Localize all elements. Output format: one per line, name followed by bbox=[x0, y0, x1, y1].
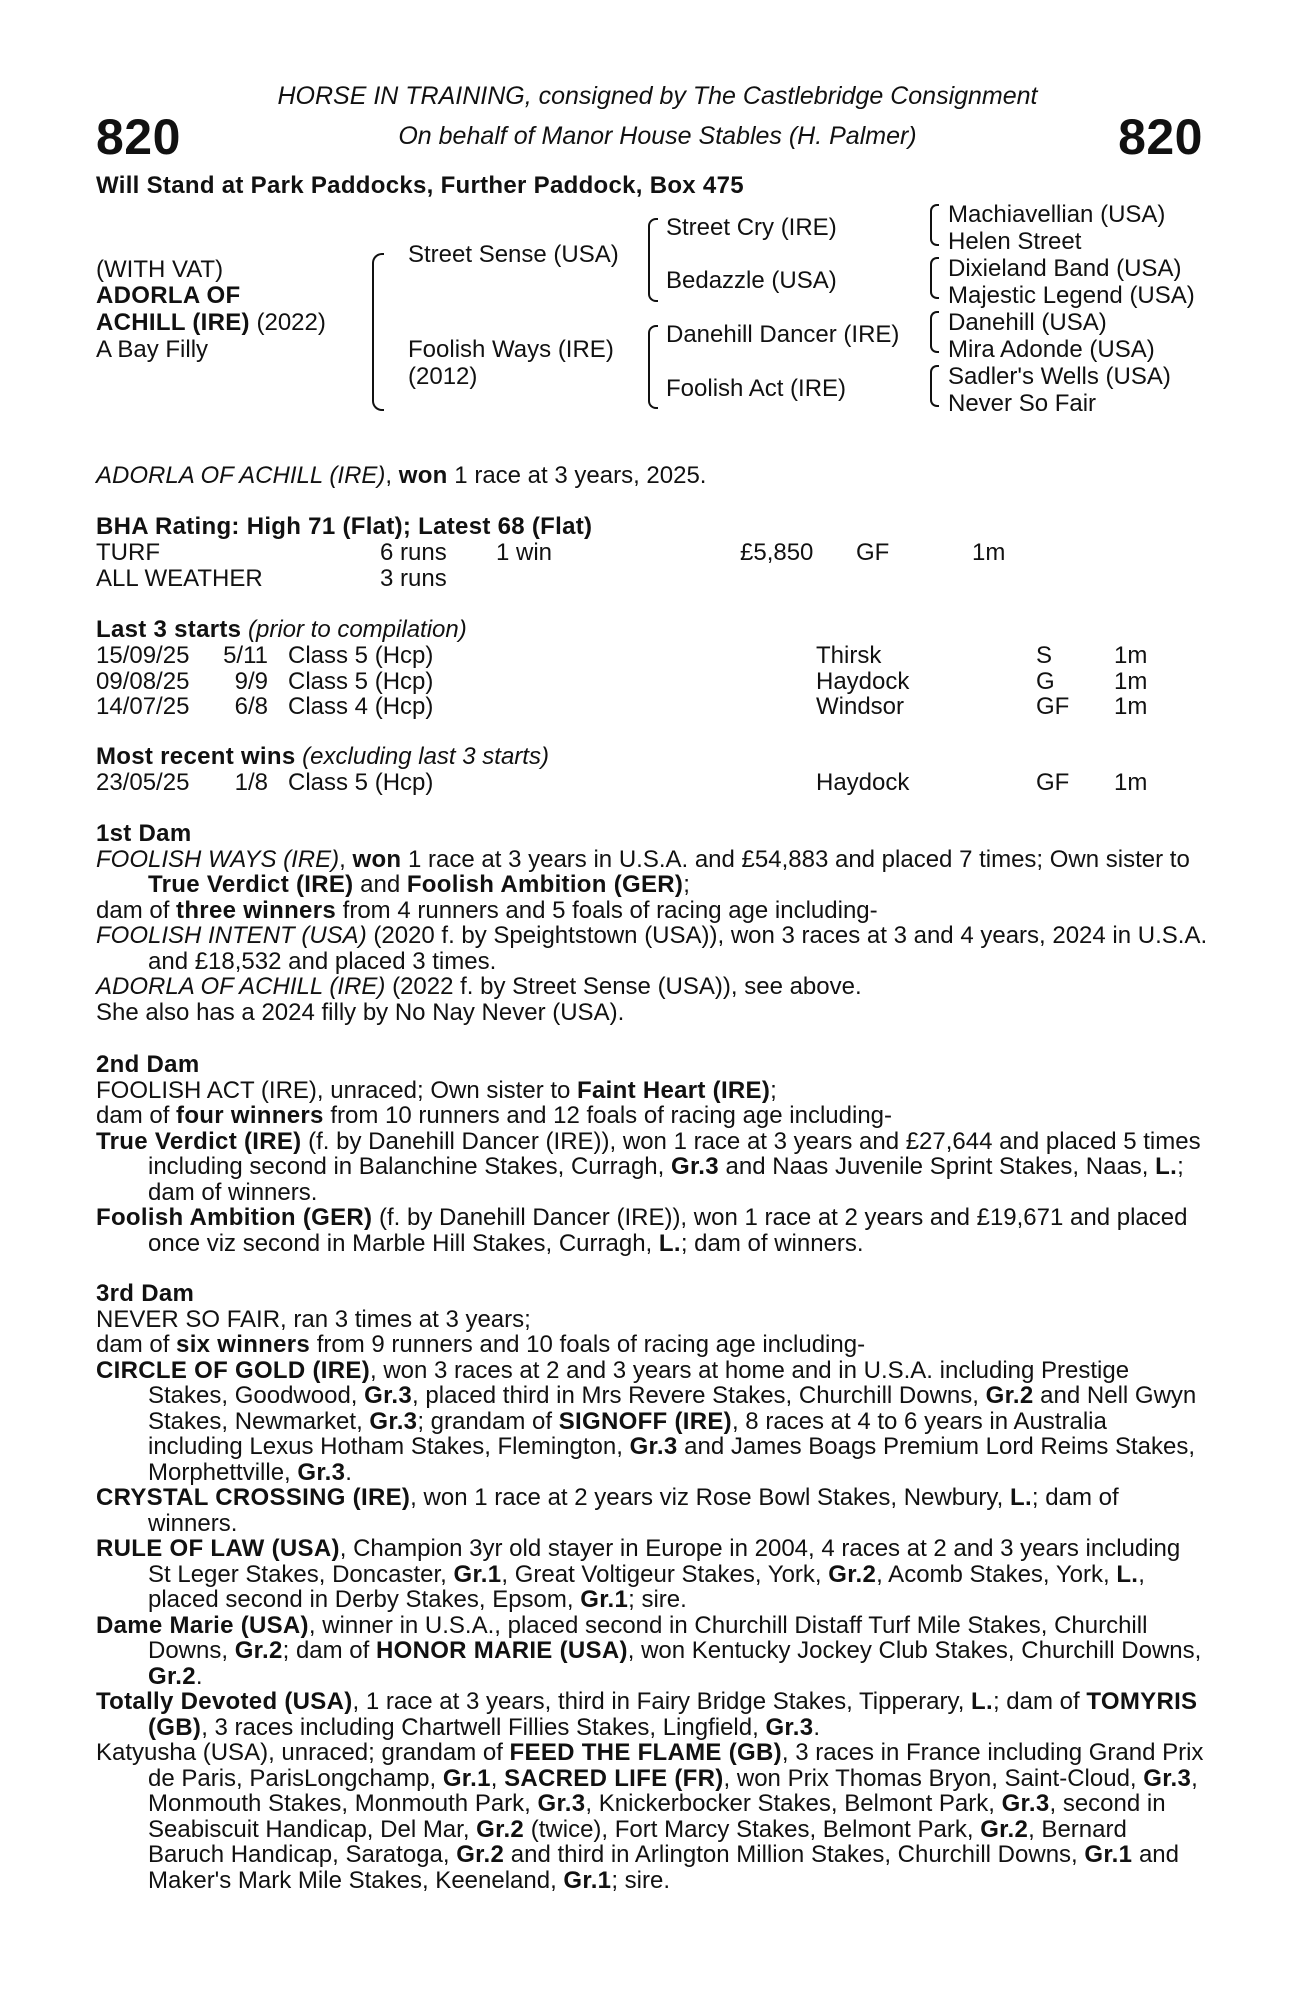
cell-course: Thirsk bbox=[816, 642, 882, 669]
stand-location: Will Stand at Park Paddocks, Further Paddock, Box 475 bbox=[96, 172, 744, 199]
cell-date: 14/07/25 bbox=[96, 693, 190, 720]
ancestor-g4: Majestic Legend (USA) bbox=[948, 282, 1195, 309]
bha-rating: BHA Rating: High 71 (Flat); Latest 68 (Flat) bbox=[96, 513, 593, 540]
cell-course: Windsor bbox=[816, 693, 905, 720]
second-dam-title: 2nd Dam bbox=[96, 1051, 200, 1078]
cell-pos: 9/9 bbox=[234, 667, 268, 695]
second-dam-section bbox=[96, 1052, 1208, 1256]
horse-year: (2022) bbox=[249, 309, 326, 336]
ancestor-g7: Sadler's Wells (USA) bbox=[948, 363, 1171, 390]
table-row bbox=[96, 669, 1216, 695]
aw-label: ALL WEATHER bbox=[96, 565, 263, 592]
first-dam-title: 1st Dam bbox=[96, 820, 192, 847]
cell-class: Class 5 (Hcp) bbox=[288, 667, 434, 695]
horse-name-line1: ADORLA OF bbox=[96, 282, 241, 309]
first-dam-foal2: ADORLA OF ACHILL (IRE) (2022 f. by Street Sense (USA)), see above. bbox=[96, 973, 862, 1000]
second-dam-foal1: True Verdict (IRE) (f. by Danehill Dancer (IRE)), won 1 race at 3 years and £27,644 and placed 5 times including second in Balanchine Stakes, Curragh, Gr.3 and Naas Juvenile Sprint Stakes, Naas, L.; dam of winners. bbox=[96, 1127, 1201, 1206]
cell-going: S bbox=[1036, 642, 1053, 669]
cell-date: 15/09/25 bbox=[96, 642, 190, 669]
pedigree-brace-g2 bbox=[930, 257, 939, 299]
cell-going: G bbox=[1036, 667, 1055, 695]
sire-sire: Street Cry (IRE) bbox=[666, 214, 837, 241]
cell-class: Class 5 (Hcp) bbox=[288, 769, 434, 796]
turf-wins: 1 win bbox=[496, 539, 553, 566]
cell-pos: 5/11 bbox=[223, 642, 268, 669]
cell-class: Class 5 (Hcp) bbox=[288, 642, 434, 669]
second-dam-para1: FOOLISH ACT (IRE), unraced; Own sister to Faint Heart (IRE); bbox=[96, 1076, 777, 1104]
dam-sire: Danehill Dancer (IRE) bbox=[666, 321, 900, 348]
third-dam-grandfoal3: Totally Devoted (USA), 1 race at 3 years, third in Fairy Bridge Stakes, Tipperary, L.; dam of TOMYRIS (GB), 3 races including Chartwell Fillies Stakes, Lingfield, Gr.3. bbox=[96, 1688, 1198, 1741]
third-dam-grandfoal1: RULE OF LAW (USA), Champion 3yr old stayer in Europe in 2004, 4 races at 2 and 3 years including St Leger Stakes, Doncaster, Gr.1, Great Voltigeur Stakes, York, Gr.2, Acomb Stakes, York, L., placed second in Derby Stakes, Epsom, Gr.1; sire. bbox=[96, 1535, 1181, 1613]
third-dam-section bbox=[96, 1281, 1208, 1893]
horse-name-line2-row bbox=[96, 310, 326, 336]
first-dam-foal1: FOOLISH INTENT (USA) (2020 f. by Speightstown (USA)), won 3 races at 3 and 4 years, 2024 in U.S.A. and £18,532 and placed 3 times. bbox=[96, 922, 1208, 975]
horse-description: A Bay Filly bbox=[96, 336, 209, 363]
third-dam-foal1: CIRCLE OF GOLD (IRE), won 3 races at 2 and 3 years at home and in U.S.A. including Prestige Stakes, Goodwood, Gr.3, placed third in Mrs Revere Stakes, Churchill Downs, Gr.2 and Nell Gwyn Stakes, Newmarket, Gr.3; grandam of SIGNOFF (IRE), 8 races at 4 to 6 years in Australia including Lexus Hotham Stakes, Flemington, Gr.3 and James Boags Premium Lord Reims Stakes, Morphettville, Gr.3. bbox=[96, 1356, 1197, 1486]
header-on-behalf: On behalf of Manor House Stables (H. Palmer) bbox=[398, 122, 917, 150]
first-dam-para2: dam of three winners from 4 runners and 5 foals of racing age including- bbox=[96, 896, 878, 924]
turf-prize: £5,850 bbox=[740, 539, 814, 566]
race-summary: ADORLA OF ACHILL (IRE), won 1 race at 3 years, 2025. bbox=[96, 462, 707, 489]
third-dam-grandfoal4: Katyusha (USA), unraced; grandam of FEED THE FLAME (GB), 3 races in France including Grand Prix de Paris, ParisLongchamp, Gr.1, SACRED LIFE (FR), won Prix Thomas Bryon, Saint-Cloud, Gr.3, Monmouth Stakes, Monmouth Park, Gr.3, Knickerbocker Stakes, Belmont Park, Gr.3, second in Seabiscuit Handicap, Del Mar, Gr.2 (twice), Fort Marcy Stakes, Belmont Park, Gr.2, Bernard Baruch Handicap, Saratoga, Gr.2 and third in Arlington Million Stakes, Churchill Downs, Gr.1 and Maker's Mark Mile Stakes, Keeneland, Gr.1; sire. bbox=[96, 1739, 1204, 1894]
dam-name: Foolish Ways (IRE) bbox=[408, 336, 614, 363]
vat-note: (WITH VAT) bbox=[96, 256, 224, 283]
table-row bbox=[96, 643, 1216, 669]
turf-going: GF bbox=[856, 539, 890, 566]
summary-won: won bbox=[398, 462, 448, 489]
recent-wins-note: (excluding last 3 starts) bbox=[295, 743, 549, 770]
cell-course: Haydock bbox=[816, 667, 910, 695]
third-dam-grandfoal2: Dame Marie (USA), winner in U.S.A., placed second in Churchill Distaff Turf Mile Stakes, Churchill Downs, Gr.2; dam of HONOR MARIE (USA), won Kentucky Jockey Club Stakes, Churchill Downs, Gr.2. bbox=[96, 1611, 1202, 1690]
recent-wins-heading bbox=[96, 744, 549, 770]
all-weather-row bbox=[96, 566, 1216, 592]
cell-dist: 1m bbox=[1114, 642, 1148, 669]
header-consignor: HORSE IN TRAINING, consigned by The Castlebridge Consignment bbox=[277, 82, 1038, 110]
cell-going: GF bbox=[1036, 693, 1070, 720]
table-row bbox=[96, 694, 1216, 720]
first-dam-note: She also has a 2024 filly by No Nay Never (USA). bbox=[96, 998, 625, 1026]
cell-pos: 6/8 bbox=[234, 693, 268, 720]
sire-name: Street Sense (USA) bbox=[408, 241, 619, 268]
turf-distance: 1m bbox=[972, 539, 1006, 566]
recent-wins-title: Most recent wins bbox=[96, 743, 296, 770]
first-dam-section bbox=[96, 821, 1208, 1025]
turf-runs: 6 runs bbox=[380, 539, 447, 566]
third-dam-title: 3rd Dam bbox=[96, 1280, 195, 1307]
ancestor-g8: Never So Fair bbox=[948, 390, 1097, 417]
cell-dist: 1m bbox=[1114, 667, 1148, 695]
turf-label: TURF bbox=[96, 539, 160, 566]
dam-dam: Foolish Act (IRE) bbox=[666, 375, 847, 402]
second-dam-para2: dam of four winners from 10 runners and 12 foals of racing age including- bbox=[96, 1102, 893, 1129]
turf-row bbox=[96, 540, 1216, 566]
pedigree-brace-g4 bbox=[930, 365, 939, 407]
pedigree-brace-sire bbox=[648, 218, 658, 302]
third-dam-para1: NEVER SO FAIR, ran 3 times at 3 years; bbox=[96, 1305, 531, 1333]
cell-date: 23/05/25 bbox=[96, 769, 190, 796]
cell-class: Class 4 (Hcp) bbox=[288, 693, 434, 720]
cell-going: GF bbox=[1036, 769, 1070, 796]
horse-name-line2: ACHILL (IRE) bbox=[96, 309, 250, 336]
pedigree-brace-g1 bbox=[930, 204, 939, 246]
pedigree-brace-main bbox=[372, 253, 384, 411]
first-dam-para1: FOOLISH WAYS (IRE), won 1 race at 3 years in U.S.A. and £54,883 and placed 7 times; Own sister to True Verdict (IRE) and Foolish Ambition (GER); bbox=[96, 845, 1190, 898]
pedigree-brace-g3 bbox=[930, 311, 939, 353]
lot-number-right: 820 bbox=[1118, 109, 1203, 165]
lot-number-left: 820 bbox=[96, 109, 181, 165]
ancestor-g3: Dixieland Band (USA) bbox=[948, 255, 1182, 282]
summary-horse-name: ADORLA OF ACHILL (IRE) bbox=[96, 462, 386, 489]
last-starts-note: (prior to compilation) bbox=[241, 616, 467, 643]
cell-date: 09/08/25 bbox=[96, 667, 190, 695]
ancestor-g2: Helen Street bbox=[948, 228, 1082, 255]
last-starts-title: Last 3 starts bbox=[96, 616, 242, 643]
table-row bbox=[96, 770, 1216, 796]
cell-course: Haydock bbox=[816, 769, 910, 796]
last-starts-heading bbox=[96, 617, 467, 643]
aw-runs: 3 runs bbox=[380, 565, 447, 592]
cell-dist: 1m bbox=[1114, 769, 1148, 796]
second-dam-foal2: Foolish Ambition (GER) (f. by Danehill Dancer (IRE)), won 1 race at 2 years and £19,671 and placed once viz second in Marble Hill Stakes, Curragh, L.; dam of winners. bbox=[96, 1204, 1188, 1257]
ancestor-g6: Mira Adonde (USA) bbox=[948, 336, 1155, 363]
dam-year: (2012) bbox=[408, 363, 478, 390]
pedigree-brace-dam bbox=[648, 325, 658, 409]
cell-pos: 1/8 bbox=[234, 769, 268, 796]
sire-dam: Bedazzle (USA) bbox=[666, 267, 837, 294]
ancestor-g5: Danehill (USA) bbox=[948, 309, 1107, 336]
third-dam-foal2: CRYSTAL CROSSING (IRE), won 1 race at 2 years viz Rose Bowl Stakes, Newbury, L.; dam of winners. bbox=[96, 1484, 1119, 1537]
summary-rest: 1 race at 3 years, 2025. bbox=[447, 462, 707, 489]
ancestor-g1: Machiavellian (USA) bbox=[948, 201, 1166, 228]
third-dam-para2: dam of six winners from 9 runners and 10 foals of racing age including- bbox=[96, 1331, 866, 1358]
cell-dist: 1m bbox=[1114, 693, 1148, 720]
